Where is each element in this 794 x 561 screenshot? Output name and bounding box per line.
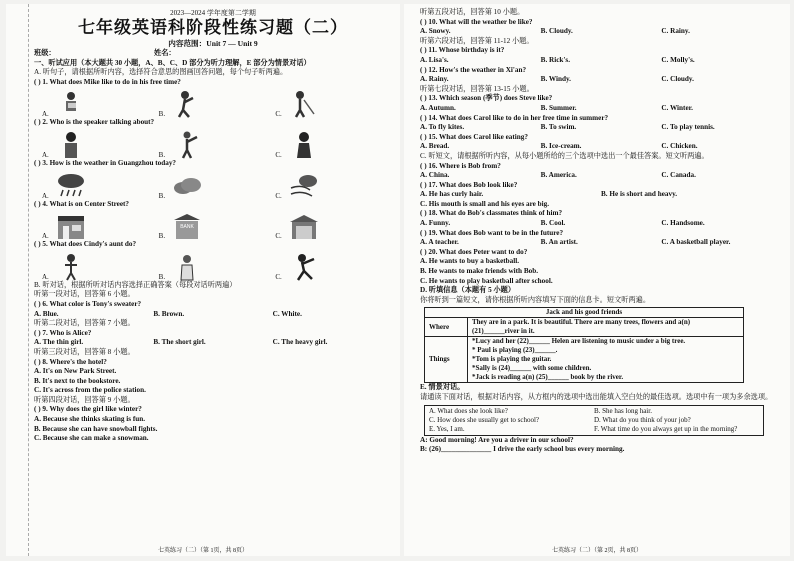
q9-option-a: A. Because she thinks skating is fun. (34, 415, 146, 424)
woman-icon (288, 131, 320, 159)
question-13: ( ) 13. Which season (季节) does Steve like? (420, 94, 553, 103)
question-3: ( ) 3. How is the weather in Guangzhou today? (34, 158, 177, 167)
school-year: 2023—2024 学年度第二学期 (170, 9, 256, 17)
page-right (404, 4, 790, 556)
tall-person-icon (171, 131, 203, 159)
question-7: ( ) 7. Who is Alice? (34, 328, 92, 337)
partE-instruction: 请通读下面对话，根据对话内容，从方框内的选项中选出能填入空白处的最佳选项。选项中有一项为多余选项。 (420, 393, 773, 401)
question-6: ( ) 6. What color is Tony's sweater? (34, 299, 142, 308)
where-cell: They are in a park. It is beautiful. There are many trees, flowers and a(n) (21)______river in it. (468, 318, 744, 337)
partB-instruction: B. 听对话，根据所听对话内容选择正确答案（每段对话听两遍） (34, 280, 237, 289)
restaurant-icon (288, 212, 320, 240)
cloudy-icon (171, 172, 203, 200)
question-5: ( ) 5. What does Cindy's aunt do? (34, 240, 137, 249)
dancer-icon (288, 253, 320, 281)
question-2: ( ) 2. Who is the speaker talking about? (34, 118, 155, 127)
question-14: ( ) 14. What does Carol like to do in her free time in summer? (420, 113, 609, 122)
dialog-3-label: 听第三段对话，回答第 8 小题。 (34, 347, 135, 356)
page-left (6, 4, 400, 556)
store-icon (55, 212, 87, 240)
q12-options: A. Rainy. B. Windy. C. Cloudy. (420, 75, 694, 84)
question-16: ( ) 16. Where is Bob from? (420, 161, 501, 170)
q19-options: A. A teacher. B. An artist. C. A basketball player. (420, 238, 731, 247)
dialog-2-label: 听第二段对话，回答第 7 小题。 (34, 319, 135, 328)
q17-option-c: C. His mouth is small and his eyes are big. (420, 199, 550, 208)
windy-icon (288, 172, 320, 200)
dialog-5-label: 听第五段对话，回答第 10 小题。 (420, 8, 525, 16)
teacher-icon (55, 253, 87, 281)
q4-pictures: A. B. BANK C. (42, 210, 392, 240)
question-18: ( ) 18. What do Bob's classmates think of him? (420, 209, 563, 218)
q9-option-c: C. Because she can make a snowman. (34, 434, 149, 443)
rainy-icon (55, 172, 87, 200)
info-card-title: Jack and his good friends (425, 308, 744, 318)
info-card-table (424, 307, 744, 383)
question-8: ( ) 8. Where's the hotel? (34, 357, 107, 366)
q3-pictures: A. B. C. (42, 170, 392, 200)
q1-pictures: A. B. C. (42, 88, 392, 118)
q20-option-a: A. He wants to buy a basketball. (420, 257, 520, 266)
q11-options: A. Lisa's. B. Rick's. C. Molly's. (420, 55, 695, 64)
partC-instruction: C. 听短文，请根据所听内容，从每小题所给的三个选项中选出一个最佳答案。短文听两遍。 (420, 151, 709, 160)
options-box: A. What does she look like? B. She has long hair. C. How does she usually get to school? D. What do you think of your job? E. Yes, I am. F. What time do you always get up in the morning? (424, 405, 764, 436)
q16-options: A. China. B. America. C. Canada. (420, 171, 696, 180)
class-label: 班级： (34, 49, 56, 57)
q20-option-c: C. He wants to play basketball after school. (420, 276, 553, 285)
q2-pictures: A. B. C. (42, 129, 392, 159)
dialog-1-label: 听第一段对话，回答第 6 小题。 (34, 290, 135, 299)
section1-title: 一、听试应用（本大题共 30 小题，A、B、C、D 部分为听力理解，E 部分为情景对话） (34, 58, 311, 67)
partE-title: E. 情景对话。 (420, 383, 465, 392)
man-icon (55, 131, 87, 159)
q9-option-b: B. Because she can have snowball fights. (34, 424, 158, 433)
partA-instruction: A. 听句子，请根据所听内容，选择符合意思的图画回答问题，每个句子听两遍。 (34, 68, 288, 77)
question-17: ( ) 17. What does Bob look like? (420, 180, 518, 189)
question-4: ( ) 4. What is on Center Street? (34, 199, 130, 208)
question-20: ( ) 20. What does Peter want to do? (420, 247, 528, 256)
dialog-line-a: A: Good morning! Are you a driver in our school? (420, 435, 574, 444)
bank-sign: BANK (180, 224, 194, 231)
question-9: ( ) 9. Why does the girl like winter? (34, 405, 142, 414)
q8-option-c: C. It's across from the police station. (34, 386, 146, 395)
q15-options: A. Bread. B. Ice-cream. C. Chicken. (420, 142, 698, 151)
q5-pictures: A. B. C. (42, 251, 392, 281)
person-playing-icon (171, 90, 203, 118)
question-19: ( ) 19. What does Bob want to be in the future? (420, 228, 564, 237)
bank-icon (171, 212, 203, 240)
person-sweeping-icon (288, 90, 320, 118)
dialog-7-label: 听第七段对话，回答第 13-15 小题。 (420, 84, 534, 93)
q7-options: A. The thin girl. B. The short girl. C. The heavy girl. (34, 338, 328, 347)
q8-option-a: A. It's on New Park Street. (34, 367, 117, 376)
question-10: ( ) 10. What will the weather be like? (420, 17, 533, 26)
question-11: ( ) 11. Whose birthday is it? (420, 46, 505, 55)
q8-option-b: B. It's next to the bookstore. (34, 376, 121, 385)
where-label: Where (425, 318, 468, 337)
page-footer-left: 七英练习（二）（第 1页，共 8页） (157, 548, 248, 554)
q17-options: A. He has curly hair. B. He is short and heavy. (420, 190, 678, 199)
page-footer-right: 七英练习（二）（第 2页，共 8页） (551, 548, 642, 554)
person-reading-icon (55, 90, 87, 118)
name-label: 姓名： (154, 49, 176, 57)
q6-options: A. Blue. B. Brown. C. White. (34, 309, 302, 318)
doctor-icon (171, 253, 203, 281)
dialog-4-label: 听第四段对话，回答第 9 小题。 (34, 395, 135, 404)
page-title: 七年级英语科阶段性练习题（二） (78, 18, 348, 37)
q18-options: A. Funny. B. Cool. C. Handsome. (420, 219, 705, 228)
partD-instruction: 你将听到一篇短文，请你根据所听内容填写下面的信息卡。短文听两遍。 (420, 295, 651, 304)
dialog-line-b: B: (26)______________ I drive the early school bus every morning. (420, 445, 625, 454)
question-1: ( ) 1. What does Mike like to do in his free time? (34, 77, 181, 86)
dialog-6-label: 听第六段对话，回答第 11-12 小题。 (420, 36, 534, 45)
question-12: ( ) 12. How's the weather in Xi'an? (420, 65, 527, 74)
content-scope: 内容范围：Unit 7 — Unit 9 (168, 39, 258, 48)
partD-title: D. 听填信息（本题有 5 小题） (420, 286, 516, 295)
things-cell: *Lucy and her (22)______ Helen are listening to music under a big tree. * Paul is playing (23)______. *Tom is playing the guitar. *Sally is (24)______ with some children. *Jack is reading a(n) (25)______ book by the river. (468, 337, 744, 383)
things-label: Things (425, 337, 468, 383)
q14-options: A. To fly kites. B. To swim. C. To play tennis. (420, 123, 715, 132)
q13-options: A. Autumn. B. Summer. C. Winter. (420, 103, 693, 112)
question-15: ( ) 15. What does Carol like eating? (420, 132, 528, 141)
q10-options: A. Snowy. B. Cloudy. C. Rainy. (420, 27, 690, 36)
q20-option-b: B. He wants to make friends with Bob. (420, 267, 539, 276)
